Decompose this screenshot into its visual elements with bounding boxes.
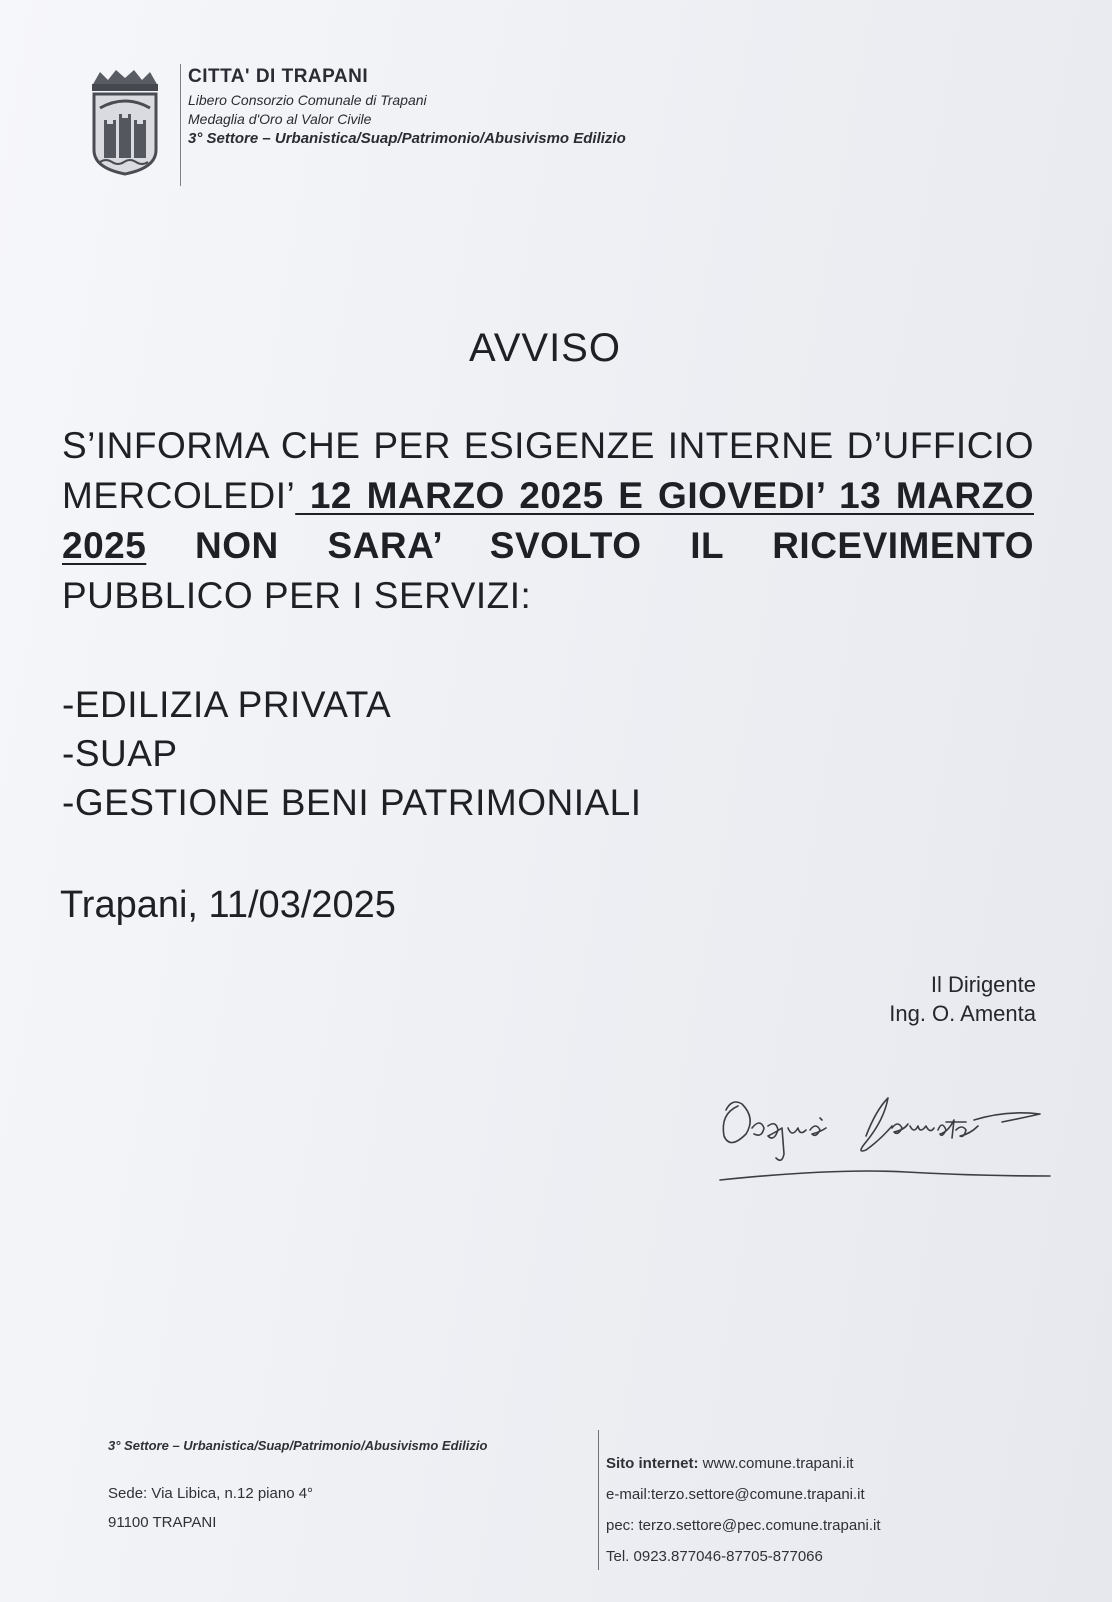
footer-address: Sede: Via Libica, n.12 piano 4°: [108, 1485, 314, 1502]
footer-email[interactable]: e-mail:terzo.settore@comune.trapani.it: [606, 1486, 865, 1503]
footer-contacts: [606, 1448, 881, 1572]
signer-name: Ing. O. Amenta: [889, 1001, 1036, 1026]
website-label: Sito internet:: [606, 1455, 699, 1472]
sector-line: 3° Settore – Urbanistica/Suap/Patrimonio/Abusivismo Edilizio: [188, 130, 626, 147]
notice-intro: S’INFORMA CHE PER ESIGENZE INTERNE D’UFFICIO MERCOLEDI’: [62, 425, 1034, 516]
services-list: [62, 680, 642, 827]
place-date: Trapani, 11/03/2025: [60, 884, 396, 926]
service-item: -EDILIZIA PRIVATA: [62, 684, 392, 725]
signer-role: Il Dirigente: [930, 972, 1036, 997]
city-crest-logo: [86, 68, 164, 176]
notice-services-intro: PUBBLICO PER I SERVIZI:: [62, 575, 532, 616]
footer-website-row: [606, 1448, 881, 1479]
footer-divider: [598, 1430, 599, 1570]
footer-left: [108, 1438, 487, 1537]
service-item: -SUAP: [62, 733, 178, 774]
service-item: -GESTIONE BENI PATRIMONIALI: [62, 782, 642, 823]
website-link[interactable]: www.comune.trapani.it: [698, 1455, 854, 1472]
consortium-line: Libero Consorzio Comunale di Trapani: [188, 92, 427, 108]
handwritten-signature: [716, 1080, 1066, 1195]
header-divider: [180, 64, 181, 186]
footer-pec[interactable]: pec: terzo.settore@pec.comune.trapani.it: [606, 1517, 881, 1534]
signer-block: [889, 970, 1036, 1028]
letterhead: [188, 66, 626, 147]
city-name: CITTA' DI TRAPANI: [188, 66, 369, 87]
notice-title: AVVISO: [469, 326, 621, 370]
notice-closure-statement: NON SARA’ SVOLTO IL RICEVIMENTO: [146, 525, 1034, 566]
notice-body: [62, 421, 1034, 621]
notice-closure-dates: 12 MARZO 2025 E GIOVEDI’ 13 MARZO 2025: [62, 475, 1034, 566]
footer-city: 91100 TRAPANI: [108, 1514, 217, 1531]
medal-line: Medaglia d'Oro al Valor Civile: [188, 111, 372, 127]
footer-phone: Tel. 0923.877046-87705-877066: [606, 1548, 823, 1565]
footer-sector: 3° Settore – Urbanistica/Suap/Patrimonio/Abusivismo Edilizio: [108, 1438, 488, 1453]
